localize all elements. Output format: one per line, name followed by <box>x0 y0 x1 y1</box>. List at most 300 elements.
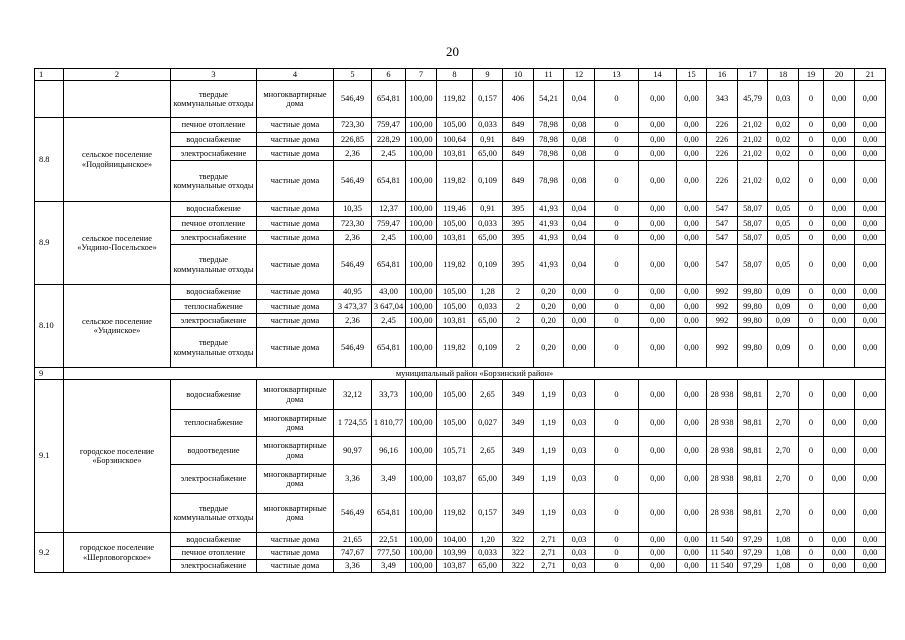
value-cell: 119,82 <box>437 245 473 285</box>
value-cell: 97,29 <box>738 533 768 547</box>
value-cell: 58,07 <box>738 231 768 245</box>
value-cell: 0,00 <box>677 147 707 161</box>
value-cell: 0,00 <box>677 161 707 202</box>
value-cell: 97,29 <box>738 547 768 560</box>
value-cell: 0,03 <box>564 437 595 465</box>
value-cell: 0,00 <box>677 465 707 494</box>
value-cell: 104,00 <box>437 533 473 547</box>
settlement-name: сельское поселение «Подойницынское» <box>64 118 171 202</box>
value-cell: 0,00 <box>824 328 855 368</box>
value-cell: 226 <box>707 161 738 202</box>
value-cell: 58,07 <box>738 245 768 285</box>
value-cell: 322 <box>503 533 534 547</box>
value-cell: 0,00 <box>639 533 677 547</box>
value-cell: 0,05 <box>768 217 799 231</box>
value-cell: 0 <box>595 118 639 133</box>
value-cell: 65,00 <box>473 147 503 161</box>
service-type-cell: печное отопление <box>171 547 257 560</box>
value-cell: 547 <box>707 231 738 245</box>
table-row <box>35 285 886 300</box>
value-cell: 99,80 <box>738 300 768 314</box>
value-cell: 90,97 <box>334 437 372 465</box>
header-row <box>35 69 886 81</box>
settlement-code: 9.1 <box>35 380 64 533</box>
value-cell: 0 <box>799 437 824 465</box>
value-cell: 849 <box>503 147 534 161</box>
value-cell: 0,033 <box>473 118 503 133</box>
housing-type-cell: частные дома <box>257 202 334 217</box>
value-cell: 0 <box>799 202 824 217</box>
table-row <box>35 380 886 410</box>
value-cell: 2 <box>503 328 534 368</box>
value-cell: 546,49 <box>334 245 372 285</box>
value-cell: 45,79 <box>738 81 768 118</box>
value-cell: 0 <box>595 285 639 300</box>
table-row <box>35 81 886 118</box>
header-cell: 15 <box>677 69 707 81</box>
value-cell: 32,12 <box>334 380 372 410</box>
value-cell: 0,20 <box>534 285 564 300</box>
value-cell: 0,08 <box>564 133 595 147</box>
value-cell: 0 <box>595 161 639 202</box>
header-cell: 20 <box>824 69 855 81</box>
value-cell: 2,36 <box>334 314 372 328</box>
value-cell: 33,73 <box>372 380 406 410</box>
value-cell: 0,00 <box>677 437 707 465</box>
value-cell: 100,00 <box>406 133 437 147</box>
value-cell: 0,03 <box>564 560 595 573</box>
value-cell: 0 <box>799 217 824 231</box>
value-cell: 0,00 <box>564 285 595 300</box>
value-cell: 0,109 <box>473 328 503 368</box>
value-cell: 2 <box>503 314 534 328</box>
value-cell: 65,00 <box>473 560 503 573</box>
value-cell: 322 <box>503 547 534 560</box>
value-cell: 2,70 <box>768 465 799 494</box>
value-cell: 0,00 <box>677 533 707 547</box>
value-cell: 723,30 <box>334 217 372 231</box>
value-cell: 41,93 <box>534 217 564 231</box>
value-cell: 547 <box>707 245 738 285</box>
value-cell: 65,00 <box>473 231 503 245</box>
header-cell: 6 <box>372 69 406 81</box>
value-cell: 119,82 <box>437 81 473 118</box>
housing-type-cell: многоквартирные дома <box>257 410 334 437</box>
value-cell: 0 <box>595 533 639 547</box>
value-cell: 2 <box>503 300 534 314</box>
value-cell: 546,49 <box>334 328 372 368</box>
housing-type-cell: частные дома <box>257 231 334 245</box>
value-cell: 654,81 <box>372 328 406 368</box>
value-cell: 0,03 <box>564 410 595 437</box>
value-cell: 0,09 <box>768 300 799 314</box>
value-cell: 100,00 <box>406 465 437 494</box>
value-cell: 0,00 <box>824 217 855 231</box>
housing-type-cell: многоквартирные дома <box>257 81 334 118</box>
table-row <box>35 202 886 217</box>
housing-type-cell: частные дома <box>257 547 334 560</box>
value-cell: 349 <box>503 494 534 533</box>
value-cell: 0,00 <box>639 494 677 533</box>
service-type-cell: водоснабжение <box>171 533 257 547</box>
header-cell: 12 <box>564 69 595 81</box>
value-cell: 0,00 <box>824 133 855 147</box>
section-label: муниципальный район «Борзинский район» <box>64 368 886 380</box>
value-cell: 0,00 <box>824 465 855 494</box>
value-cell: 119,82 <box>437 161 473 202</box>
value-cell: 105,00 <box>437 300 473 314</box>
housing-type-cell: частные дома <box>257 314 334 328</box>
value-cell: 0 <box>799 245 824 285</box>
value-cell: 0,09 <box>768 314 799 328</box>
value-cell: 103,87 <box>437 560 473 573</box>
value-cell: 992 <box>707 314 738 328</box>
value-cell: 2,45 <box>372 314 406 328</box>
value-cell: 759,47 <box>372 217 406 231</box>
value-cell: 546,49 <box>334 161 372 202</box>
value-cell: 0 <box>799 118 824 133</box>
value-cell: 100,00 <box>406 118 437 133</box>
value-cell: 0,00 <box>824 437 855 465</box>
value-cell: 0,09 <box>768 285 799 300</box>
value-cell: 0,03 <box>564 380 595 410</box>
value-cell: 2,70 <box>768 437 799 465</box>
value-cell: 849 <box>503 133 534 147</box>
value-cell: 723,30 <box>334 118 372 133</box>
header-cell: 4 <box>257 69 334 81</box>
value-cell: 0,03 <box>564 533 595 547</box>
value-cell: 119,46 <box>437 202 473 217</box>
value-cell: 2,71 <box>534 560 564 573</box>
value-cell: 100,00 <box>406 231 437 245</box>
value-cell: 0,00 <box>824 285 855 300</box>
value-cell: 0,03 <box>564 465 595 494</box>
value-cell: 0 <box>595 380 639 410</box>
value-cell: 0,00 <box>639 547 677 560</box>
table-row <box>35 118 886 133</box>
value-cell: 0,02 <box>768 133 799 147</box>
value-cell: 0,00 <box>855 217 886 231</box>
service-type-cell: водоснабжение <box>171 285 257 300</box>
value-cell: 0,00 <box>639 300 677 314</box>
value-cell: 0,109 <box>473 245 503 285</box>
value-cell: 0,00 <box>677 231 707 245</box>
value-cell: 105,00 <box>437 380 473 410</box>
service-type-cell: водоснабжение <box>171 202 257 217</box>
value-cell: 21,65 <box>334 533 372 547</box>
value-cell: 1 724,55 <box>334 410 372 437</box>
value-cell: 0 <box>799 147 824 161</box>
header-cell: 2 <box>64 69 171 81</box>
value-cell: 547 <box>707 217 738 231</box>
value-cell: 105,00 <box>437 118 473 133</box>
value-cell: 1,08 <box>768 560 799 573</box>
value-cell: 0 <box>595 245 639 285</box>
service-type-cell: печное отопление <box>171 118 257 133</box>
value-cell: 0,109 <box>473 161 503 202</box>
header-cell: 8 <box>437 69 473 81</box>
value-cell: 103,81 <box>437 147 473 161</box>
housing-type-cell: частные дома <box>257 533 334 547</box>
value-cell: 0,00 <box>855 314 886 328</box>
value-cell: 0,00 <box>639 380 677 410</box>
value-cell: 3,36 <box>334 560 372 573</box>
value-cell: 98,81 <box>738 410 768 437</box>
value-cell: 992 <box>707 328 738 368</box>
value-cell: 0,00 <box>824 118 855 133</box>
header-cell: 3 <box>171 69 257 81</box>
housing-type-cell: частные дома <box>257 285 334 300</box>
value-cell: 3 647,04 <box>372 300 406 314</box>
value-cell: 0,05 <box>768 231 799 245</box>
value-cell: 406 <box>503 81 534 118</box>
value-cell: 0 <box>799 285 824 300</box>
value-cell: 1,19 <box>534 410 564 437</box>
value-cell: 0,08 <box>564 161 595 202</box>
value-cell: 41,93 <box>534 202 564 217</box>
value-cell: 100,64 <box>437 133 473 147</box>
header-cell: 21 <box>855 69 886 81</box>
service-type-cell: твердые коммунальные отходы <box>171 245 257 285</box>
housing-type-cell: частные дома <box>257 560 334 573</box>
header-cell: 9 <box>473 69 503 81</box>
value-cell: 28 938 <box>707 437 738 465</box>
value-cell: 100,00 <box>406 161 437 202</box>
housing-type-cell: частные дома <box>257 245 334 285</box>
value-cell: 28 938 <box>707 380 738 410</box>
value-cell: 0,00 <box>677 314 707 328</box>
value-cell: 0,00 <box>855 547 886 560</box>
header-cell: 11 <box>534 69 564 81</box>
service-type-cell: теплоснабжение <box>171 300 257 314</box>
value-cell: 98,81 <box>738 437 768 465</box>
value-cell: 0 <box>799 81 824 118</box>
value-cell: 0,00 <box>855 533 886 547</box>
value-cell: 0,02 <box>768 118 799 133</box>
housing-type-cell: частные дома <box>257 147 334 161</box>
value-cell: 100,00 <box>406 380 437 410</box>
value-cell: 100,00 <box>406 245 437 285</box>
header-cell: 5 <box>334 69 372 81</box>
value-cell: 547 <box>707 202 738 217</box>
value-cell: 0,00 <box>824 410 855 437</box>
value-cell: 1,28 <box>473 285 503 300</box>
value-cell: 21,02 <box>738 133 768 147</box>
service-type-cell: водоотведение <box>171 437 257 465</box>
service-type-cell: твердые коммунальные отходы <box>171 161 257 202</box>
value-cell: 100,00 <box>406 560 437 573</box>
value-cell: 349 <box>503 465 534 494</box>
value-cell: 0,00 <box>824 547 855 560</box>
value-cell: 1 810,77 <box>372 410 406 437</box>
value-cell: 0,05 <box>768 202 799 217</box>
settlement-code <box>35 81 64 118</box>
value-cell: 100,00 <box>406 300 437 314</box>
value-cell: 0 <box>595 300 639 314</box>
value-cell: 0,00 <box>855 560 886 573</box>
value-cell: 0,00 <box>677 560 707 573</box>
value-cell: 97,29 <box>738 560 768 573</box>
value-cell: 395 <box>503 245 534 285</box>
header-cell: 10 <box>503 69 534 81</box>
value-cell: 0,157 <box>473 81 503 118</box>
page-number: 20 <box>446 44 459 59</box>
service-type-cell: водоснабжение <box>171 380 257 410</box>
value-cell: 2,70 <box>768 380 799 410</box>
value-cell: 0,00 <box>677 245 707 285</box>
value-cell: 1,08 <box>768 547 799 560</box>
value-cell: 0 <box>799 133 824 147</box>
value-cell: 99,80 <box>738 328 768 368</box>
value-cell: 395 <box>503 217 534 231</box>
header-cell: 7 <box>406 69 437 81</box>
value-cell: 0,00 <box>639 560 677 573</box>
value-cell: 0 <box>595 328 639 368</box>
settlement-name: сельское поселение «Ундино-Посельское» <box>64 202 171 285</box>
service-type-cell: электроснабжение <box>171 560 257 573</box>
value-cell: 21,02 <box>738 118 768 133</box>
value-cell: 100,00 <box>406 494 437 533</box>
value-cell: 1,19 <box>534 380 564 410</box>
value-cell: 100,00 <box>406 285 437 300</box>
value-cell: 0 <box>799 560 824 573</box>
value-cell: 103,87 <box>437 465 473 494</box>
value-cell: 343 <box>707 81 738 118</box>
value-cell: 40,95 <box>334 285 372 300</box>
tariff-table <box>34 68 886 573</box>
value-cell: 0,05 <box>768 245 799 285</box>
header-cell: 18 <box>768 69 799 81</box>
value-cell: 2,45 <box>372 147 406 161</box>
housing-type-cell: частные дома <box>257 328 334 368</box>
value-cell: 103,99 <box>437 547 473 560</box>
value-cell: 0 <box>595 133 639 147</box>
value-cell: 78,98 <box>534 118 564 133</box>
value-cell: 100,00 <box>406 437 437 465</box>
value-cell: 28 938 <box>707 494 738 533</box>
value-cell: 2,71 <box>534 533 564 547</box>
value-cell: 21,02 <box>738 161 768 202</box>
value-cell: 100,00 <box>406 217 437 231</box>
value-cell: 226,85 <box>334 133 372 147</box>
value-cell: 22,51 <box>372 533 406 547</box>
service-type-cell: твердые коммунальные отходы <box>171 494 257 533</box>
value-cell: 0 <box>799 547 824 560</box>
value-cell: 100,00 <box>406 147 437 161</box>
section-row <box>35 368 886 380</box>
service-type-cell: твердые коммунальные отходы <box>171 328 257 368</box>
header-cell: 16 <box>707 69 738 81</box>
value-cell: 395 <box>503 202 534 217</box>
value-cell: 2 <box>503 285 534 300</box>
value-cell: 0,00 <box>855 118 886 133</box>
value-cell: 11 540 <box>707 560 738 573</box>
value-cell: 0,00 <box>677 118 707 133</box>
value-cell: 119,82 <box>437 328 473 368</box>
value-cell: 103,81 <box>437 314 473 328</box>
value-cell: 654,81 <box>372 245 406 285</box>
value-cell: 28 938 <box>707 410 738 437</box>
value-cell: 0,00 <box>677 217 707 231</box>
value-cell: 0 <box>595 547 639 560</box>
value-cell: 0,00 <box>855 81 886 118</box>
housing-type-cell: частные дома <box>257 118 334 133</box>
value-cell: 0,00 <box>677 133 707 147</box>
table-body <box>35 69 886 573</box>
housing-type-cell: частные дома <box>257 217 334 231</box>
value-cell: 0,00 <box>855 300 886 314</box>
value-cell: 0,00 <box>855 494 886 533</box>
value-cell: 0,03 <box>564 547 595 560</box>
value-cell: 0,00 <box>564 300 595 314</box>
value-cell: 0,04 <box>564 217 595 231</box>
value-cell: 322 <box>503 560 534 573</box>
service-type-cell: электроснабжение <box>171 231 257 245</box>
value-cell: 0,00 <box>639 437 677 465</box>
value-cell: 226 <box>707 133 738 147</box>
value-cell: 654,81 <box>372 161 406 202</box>
value-cell: 0 <box>595 217 639 231</box>
value-cell: 0,00 <box>824 300 855 314</box>
settlement-name: городское поселение «Борзинское» <box>64 380 171 533</box>
value-cell: 0 <box>799 314 824 328</box>
value-cell: 0,00 <box>639 231 677 245</box>
value-cell: 349 <box>503 410 534 437</box>
value-cell: 0 <box>799 161 824 202</box>
value-cell: 0,20 <box>534 314 564 328</box>
value-cell: 103,81 <box>437 231 473 245</box>
value-cell: 0,04 <box>564 202 595 217</box>
housing-type-cell: частные дома <box>257 133 334 147</box>
value-cell: 849 <box>503 118 534 133</box>
value-cell: 3,49 <box>372 560 406 573</box>
settlement-name: сельское поселение «Ундинское» <box>64 285 171 368</box>
value-cell: 1,19 <box>534 437 564 465</box>
value-cell: 0 <box>595 202 639 217</box>
value-cell: 0 <box>595 81 639 118</box>
value-cell: 100,00 <box>406 533 437 547</box>
service-type-cell: электроснабжение <box>171 147 257 161</box>
value-cell: 105,71 <box>437 437 473 465</box>
housing-type-cell: частные дома <box>257 300 334 314</box>
housing-type-cell: многоквартирные дома <box>257 380 334 410</box>
value-cell: 2,65 <box>473 437 503 465</box>
value-cell: 0,00 <box>855 161 886 202</box>
value-cell: 0,00 <box>855 133 886 147</box>
settlement-name: городское поселение «Шерловогорское» <box>64 533 171 573</box>
value-cell: 0 <box>595 494 639 533</box>
value-cell: 395 <box>503 231 534 245</box>
value-cell: 0 <box>595 410 639 437</box>
value-cell: 0,00 <box>639 81 677 118</box>
value-cell: 0,00 <box>639 133 677 147</box>
value-cell: 0,02 <box>768 147 799 161</box>
value-cell: 99,80 <box>738 285 768 300</box>
value-cell: 349 <box>503 437 534 465</box>
table-row <box>35 533 886 547</box>
value-cell: 2,36 <box>334 147 372 161</box>
value-cell: 0,04 <box>564 245 595 285</box>
value-cell: 0,00 <box>824 231 855 245</box>
value-cell: 100,00 <box>406 410 437 437</box>
value-cell: 0 <box>595 147 639 161</box>
value-cell: 11 540 <box>707 547 738 560</box>
value-cell: 2,70 <box>768 494 799 533</box>
value-cell: 546,49 <box>334 494 372 533</box>
header-cell: 14 <box>639 69 677 81</box>
service-type-cell: твердые коммунальные отходы <box>171 81 257 118</box>
value-cell: 100,00 <box>406 547 437 560</box>
